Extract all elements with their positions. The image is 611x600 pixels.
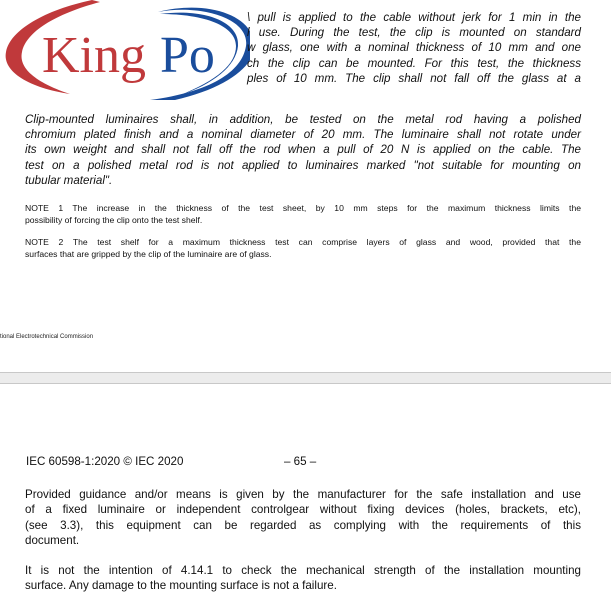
copyright-footer: tional Electrotechnical Commission [0, 334, 94, 340]
clipped-paragraph [247, 10, 581, 86]
text-line: (see 3.3), this equipment can be regarded as complying with the requirements of this [25, 518, 581, 532]
text-line: surface. Any damage to the mounting surface is not a failure. [25, 579, 337, 593]
text-line: chromium plated finish and a nominal diameter of 20 mm. The luminaire shall not rotate under [25, 128, 581, 142]
text-line: Clip-mounted luminaires shall, in addition, be tested on the metal rod having a polished [25, 113, 581, 126]
note-1 [25, 202, 581, 226]
text-line: ples of 10 mm. The clip shall not fall off the glass at a [247, 71, 581, 85]
text-line: l use. During the test, the clip is mounted on standard [247, 26, 581, 40]
text-line: NOTE 1 The increase in the thickness of the test sheet, by 10 mm steps for the maximum thickness limits the [25, 203, 581, 213]
text-line: test on a polished metal rod is not applied to luminaires marked "not suitable for mounting on [25, 158, 581, 172]
page-number: – 65 – [284, 455, 317, 468]
text-line: of a fixed luminaire or independent controlgear without fixing devices (holes, brackets, etc), [25, 503, 581, 517]
kingpo-logo-graphic [0, 0, 250, 100]
text-line: surfaces that are gripped by the clip of the luminaire are of glass. [25, 249, 272, 259]
clip-mounted-paragraph [25, 112, 581, 188]
text-line: \ pull is applied to the cable without jerk for 1 min in the [247, 11, 581, 24]
text-line: document. [25, 534, 80, 548]
text-line: tubular material". [25, 173, 113, 187]
text-line: NOTE 2 The test shelf for a maximum thickness test can comprise layers of glass and wood, provided that the [25, 237, 581, 247]
guidance-paragraph [25, 487, 581, 549]
note-2 [25, 236, 581, 260]
logo-text-king: King [42, 27, 146, 84]
text-line: w glass, one with a nominal thickness of 10 mm and one [247, 41, 581, 55]
text-line: It is not the intention of 4.14.1 to check the mechanical strength of the installation mounting [25, 564, 581, 577]
intention-paragraph [25, 563, 581, 594]
text-line: Provided guidance and/or means is given by the manufacturer for the safe installation and use [25, 488, 581, 501]
text-line: possibility of forcing the clip onto the test shelf. [25, 215, 203, 225]
text-line: ch the clip can be mounted. For this test, the thickness [247, 56, 581, 70]
kingpo-logo [0, 0, 250, 100]
text-line: its own weight and shall not fall off the rod when a pull of 20 N is applied on the cable. The [25, 143, 581, 157]
document-header-standard: IEC 60598-1:2020 © IEC 2020 [26, 455, 184, 468]
logo-text-po: Po [160, 27, 215, 84]
page-separator [0, 372, 611, 384]
